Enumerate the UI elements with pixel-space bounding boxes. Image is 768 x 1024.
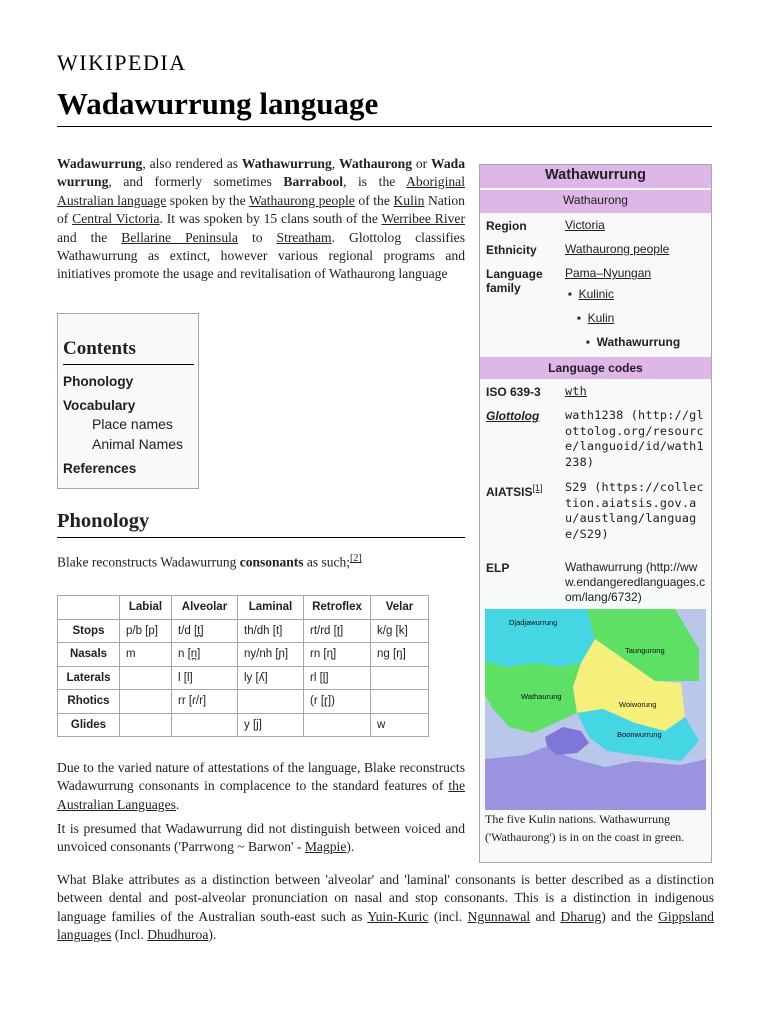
map-label: Boonwurrung (617, 730, 662, 739)
link-wathaurong-people[interactable]: Wathaurong people (248, 192, 355, 208)
consonant-table (57, 595, 429, 737)
table-header-cell: Laminal (238, 596, 304, 620)
table-cell: w (371, 713, 429, 737)
family-tree-item: ■ Kulinic (565, 283, 707, 307)
table-cell: n [n̪] (172, 643, 238, 667)
table-row (58, 666, 429, 690)
row-header: Glides (58, 713, 120, 737)
table-cell: rt/rd [ʈ] (304, 619, 371, 643)
table-cell: p/b [p] (120, 619, 172, 643)
table-row (58, 643, 429, 667)
infobox-row-glottolog (480, 403, 711, 475)
infobox-row-aiatsis (480, 475, 711, 555)
link-magpie[interactable]: Magpie (304, 839, 347, 855)
table-cell: k/g [k] (371, 619, 429, 643)
table-cell (371, 666, 429, 690)
link-pama-nyungan[interactable]: Pama–Nyungan (565, 266, 652, 280)
map-label: Wathaurung (521, 692, 562, 701)
family-tree-item: ■ Kulin (565, 307, 707, 331)
infobox-row-elp (480, 555, 711, 610)
table-cell: ny/nh [ɲ] (238, 643, 304, 667)
table-cell (238, 690, 304, 714)
table-row (58, 690, 429, 714)
infobox-label: Ethnicity (486, 243, 537, 257)
family-tree-list (565, 283, 707, 355)
map-label: Djadjawurrung (509, 618, 558, 627)
infobox-row-region (480, 213, 711, 237)
link-bellarine-peninsula[interactable]: Bellarine Peninsula (121, 229, 238, 245)
link-gippsland-languages[interactable]: Gippsland languages (57, 908, 714, 943)
elp-link[interactable]: Wathawurrung (http://www.endangeredlanguages.com/lang/6732) (565, 560, 706, 604)
table-cell (120, 666, 172, 690)
map-label: Taungurong (625, 646, 665, 655)
toc-link-phonology[interactable]: Phonology (63, 374, 134, 389)
table-cell: t/d [t̪] (172, 619, 238, 643)
infobox-label: Language family (486, 267, 543, 295)
toc-link-vocabulary[interactable]: Vocabulary (63, 398, 136, 413)
link-glottolog[interactable]: Glottolog (486, 409, 540, 423)
paragraph-voicing: It is presumed that Wadawurrung did not distinguish between voiced and unvoiced consonants ('Parrwong ~ Barwon' - Magpie). (57, 821, 465, 855)
row-header: Rhotics (58, 690, 120, 714)
table-cell (120, 690, 172, 714)
table-cell: rl [ɭ] (304, 666, 371, 690)
link-ethnicity[interactable]: Wathaurong people (565, 242, 670, 256)
phonology-lead: Blake reconstructs Wadawurrung consonants as such;[2] (57, 553, 362, 570)
page-title: Wadawurrung language (57, 86, 379, 121)
row-header: Laterals (58, 666, 120, 690)
infobox-row-ethnicity (480, 237, 711, 261)
row-header: Stops (58, 619, 120, 643)
toc-link-place-names[interactable]: Place names (92, 416, 173, 432)
family-tree-item: ■ Wathawurrung (565, 331, 707, 355)
link-ngunnawal[interactable]: Ngunnawal (467, 908, 531, 924)
link-werribee-river[interactable]: Werribee River (381, 211, 465, 227)
link-yuin-kuric[interactable]: Yuin-Kuric (367, 908, 429, 924)
infobox-header (480, 165, 711, 213)
table-header-cell (58, 596, 120, 620)
table-row (58, 619, 429, 643)
aiatsis-code[interactable]: S29 (https://collection.aiatsis.gov.au/austlang/language/S29) (565, 480, 704, 541)
table-of-contents (57, 313, 199, 489)
table-cell: rr [ɾ/r] (172, 690, 238, 714)
table-cell (371, 690, 429, 714)
title-divider (57, 126, 712, 127)
reference-link[interactable]: [2] (350, 553, 362, 564)
table-header-cell: Velar (371, 596, 429, 620)
paragraph-distinction: What Blake attributes as a distinction between 'alveolar' and 'laminal' consonants is better described as a distinction between dental and post-alveolar pronunciation on nasal and stop consonants. This is a distinction in indigenous language families of the Australian south-east such as Yuin-Kuric (incl. Ngunnawal and Dharug) and the Gippsland languages (Incl. Dhudhuroa). (57, 872, 714, 943)
table-cell: m (120, 643, 172, 667)
infobox-row-family (480, 261, 711, 357)
table-cell: ly [ʎ] (238, 666, 304, 690)
link-aboriginal-language[interactable]: Aboriginal Australian language (57, 174, 465, 208)
toc-link-animal-names[interactable]: Animal Names (92, 436, 184, 452)
intro-paragraph: Wadawurrung, also rendered as Wathawurrung, Wathaurong or Wada wurrung, and formerly sometimes Barrabool, is the Aboriginal Australian language spoken by the Wathaurong people of the Kulin Nation of Central Victoria. It was spoken by 15 clans south of the Werribee River and the Bellarine Peninsula to Streatham. Glottolog classifies Wathawurrung as extinct, however various regional programs and initiatives promote the usage and revitalisation of Wathaurong language (57, 156, 466, 282)
infobox-subheader-codes: Language codes (480, 357, 711, 379)
infobox-label: AIATSIS (486, 485, 533, 499)
link-iso-code[interactable]: wth (565, 384, 587, 398)
link-victoria[interactable]: Victoria (565, 218, 605, 232)
map-label: Woiworung (619, 700, 657, 709)
infobox-label: Region (486, 219, 527, 233)
paragraph-attestations: Due to the varied nature of attestations of the language, Blake reconstructs Wadawurrung consonants in complacence to the standard features of the Australian Languages. (57, 760, 465, 812)
table-header-cell: Alveolar (172, 596, 238, 620)
link-dharug[interactable]: Dharug (560, 908, 602, 924)
infobox-label: ELP (486, 561, 510, 575)
table-cell (172, 713, 238, 737)
link-central-victoria[interactable]: Central Victoria (72, 211, 160, 227)
reference-link[interactable]: [1] (532, 483, 543, 493)
section-divider (57, 537, 465, 538)
section-heading-phonology: Phonology (57, 510, 150, 532)
map-graphic (485, 609, 706, 810)
table-cell: l [l] (172, 666, 238, 690)
row-header: Nasals (58, 643, 120, 667)
table-cell: th/dh [t] (238, 619, 304, 643)
infobox-label: ISO 639-3 (486, 385, 541, 399)
table-cell (304, 713, 371, 737)
wikipedia-wordmark: WIKIPEDIA (57, 50, 187, 75)
table-cell: rn [ɳ] (304, 643, 371, 667)
table-header-cell: Labial (120, 596, 172, 620)
link-kulin[interactable]: Kulin (393, 192, 425, 208)
toc-title: Contents (63, 338, 194, 365)
table-header-row (58, 596, 429, 620)
link-dhudhuroa[interactable]: Dhudhuroa (147, 927, 209, 943)
map-caption: The five Kulin nations. Wathawurrung ('Wathaurong') is in on the coast in green. (485, 812, 685, 844)
term-name: Wadawurrung (57, 156, 143, 171)
toc-link-references[interactable]: References (63, 461, 137, 476)
table-cell: ng [ŋ] (371, 643, 429, 667)
glottolog-code[interactable]: wath1238 (http://glottolog.org/resource/languoid/id/wath1238) (565, 408, 704, 469)
kulin-nations-map (485, 609, 706, 810)
infobox-title: Wathawurrung (545, 167, 646, 183)
link-australian-languages[interactable]: the Australian Languages (57, 778, 465, 812)
infobox-subtitle: Wathaurong (480, 188, 711, 207)
infobox-row-iso (480, 379, 711, 403)
table-cell: y [j] (238, 713, 304, 737)
link-streatham[interactable]: Streatham (276, 229, 332, 245)
table-cell (120, 713, 172, 737)
table-cell: (r [ɽ]) (304, 690, 371, 714)
table-row (58, 713, 429, 737)
table-header-cell: Retroflex (304, 596, 371, 620)
